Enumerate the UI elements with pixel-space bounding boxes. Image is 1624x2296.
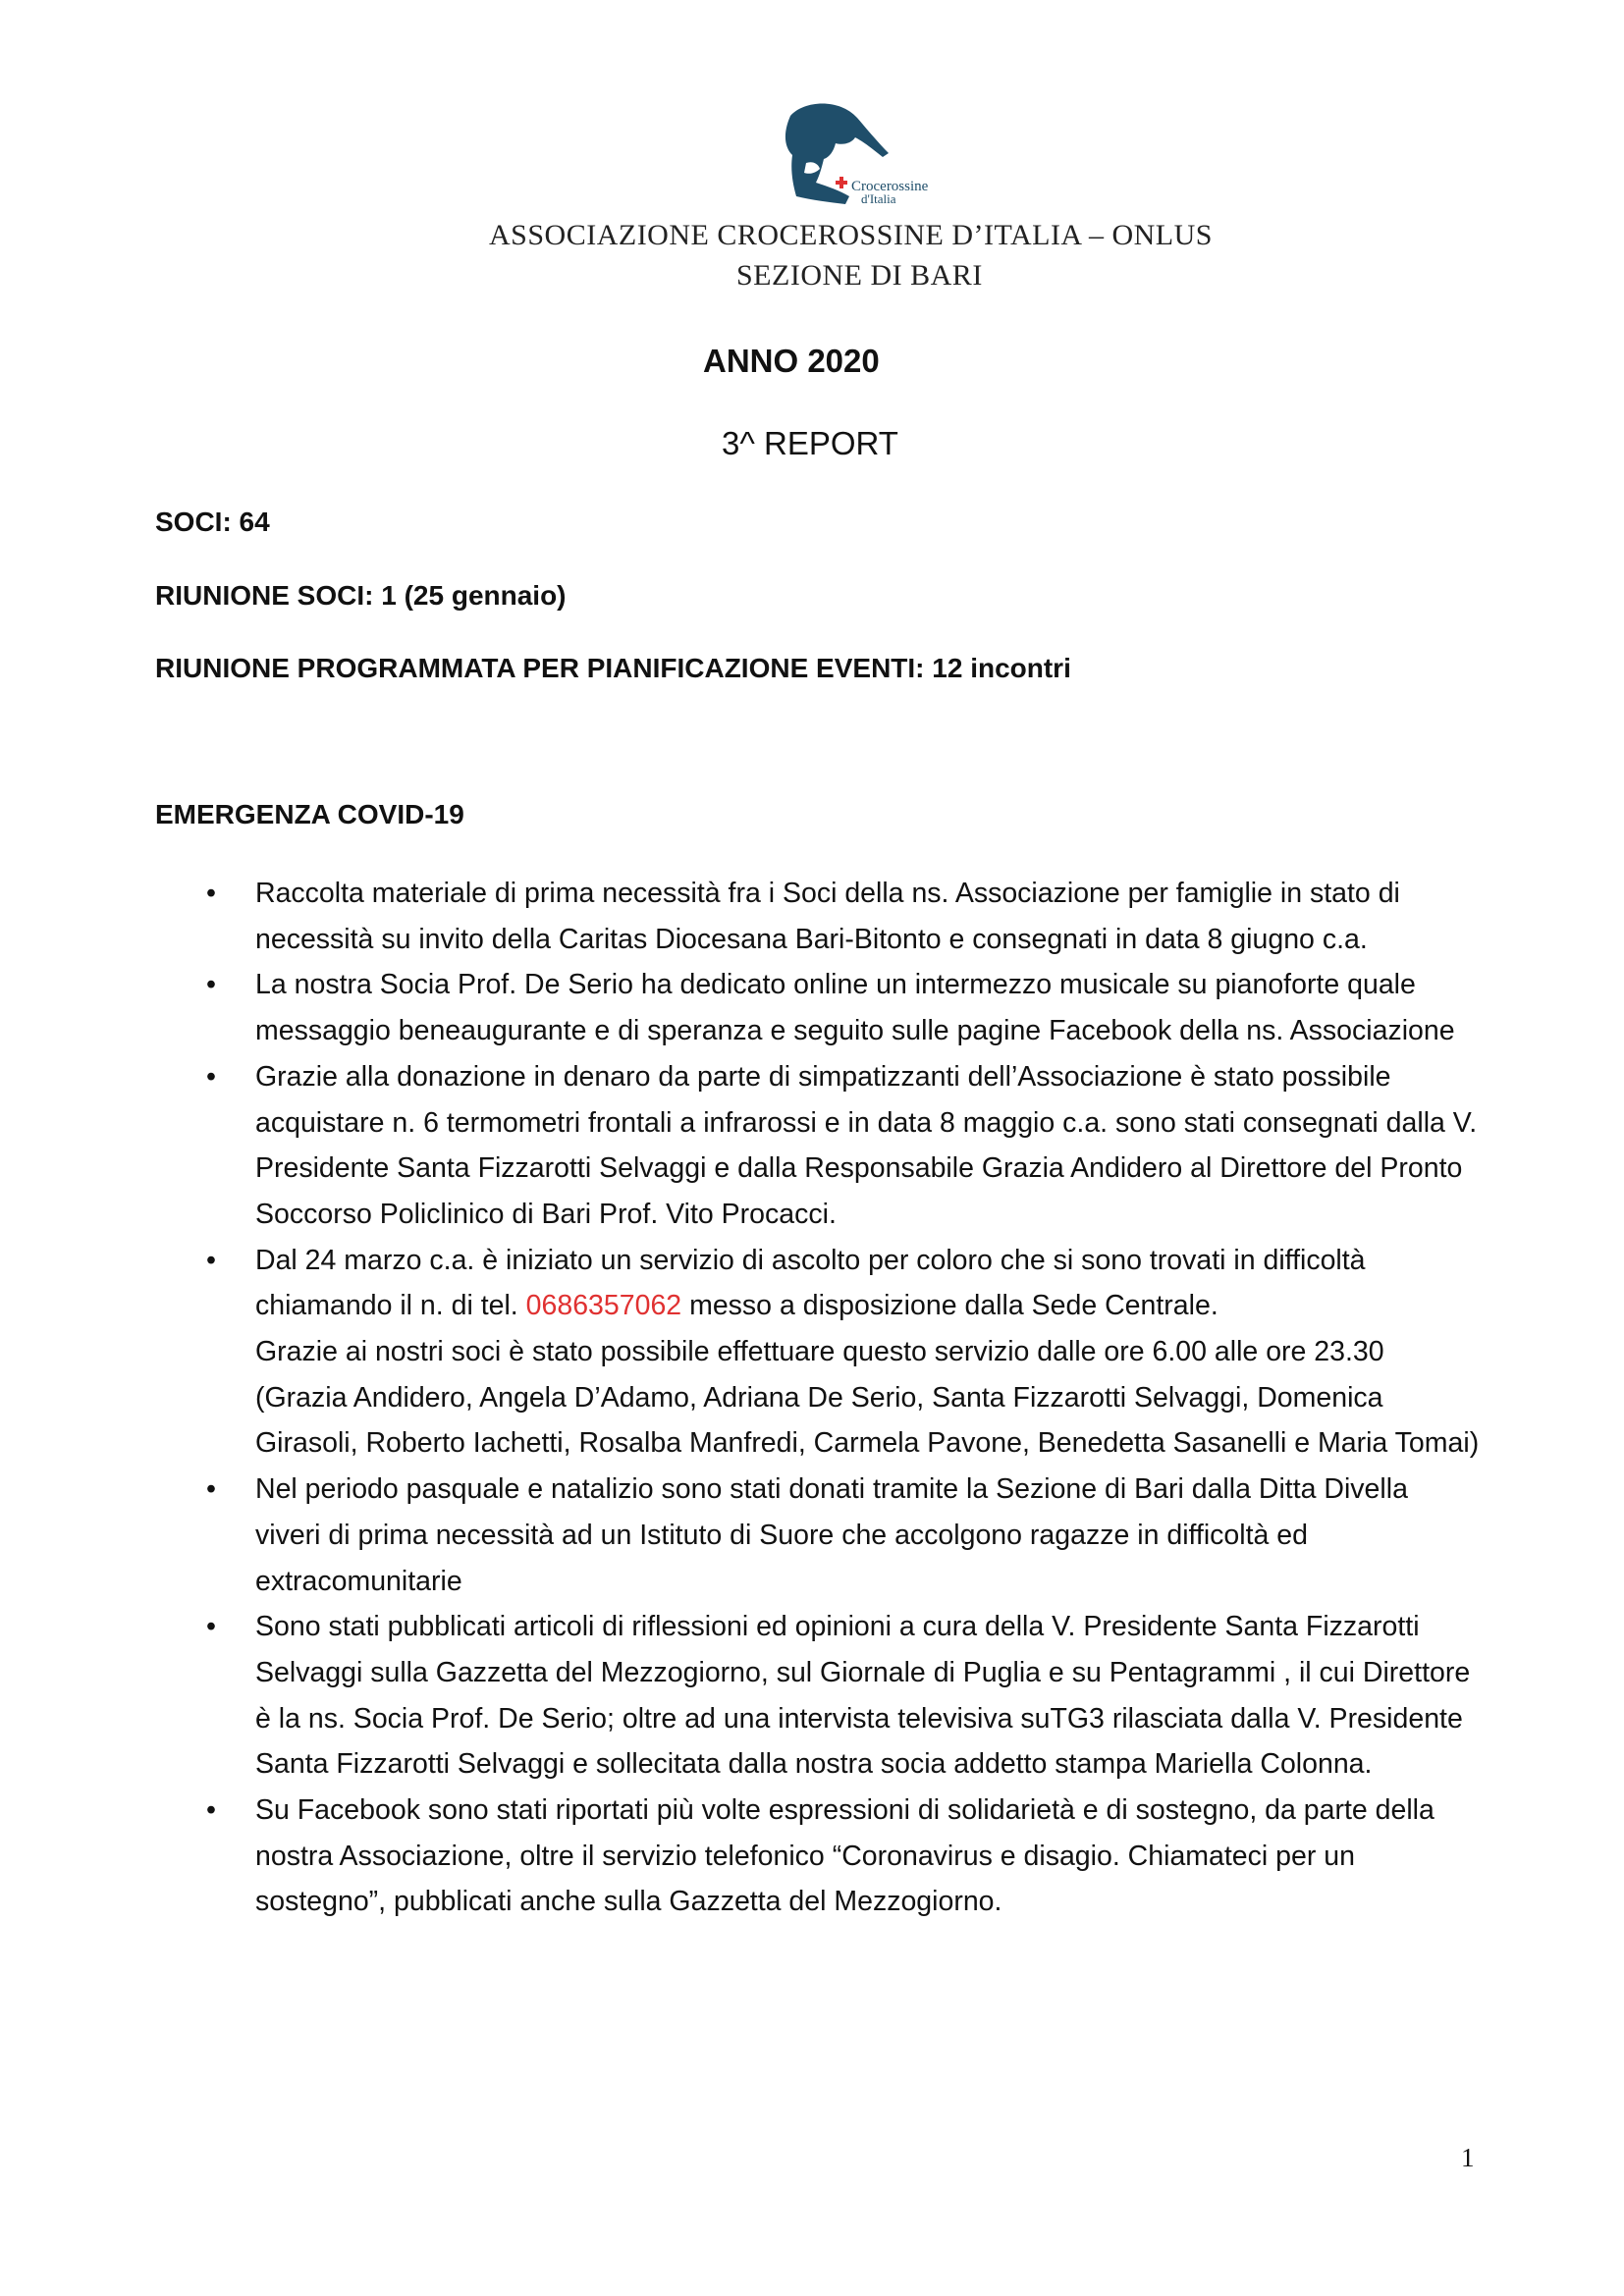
bullet-icon: • [206, 1611, 216, 1643]
list-item [155, 1467, 1481, 1604]
logo-text-line1: Crocerossine [851, 179, 929, 194]
list-item [155, 1604, 1481, 1788]
list-item-text: La nostra Socia Prof. De Serio ha dedicato online un intermezzo musicale su pianoforte quale messaggio beneaugurante e di speranza e seguito sulle pagine Facebook della ns. Associazione [255, 969, 1455, 1047]
list-item-text: messo a disposizione dalla Sede Centrale. [681, 1290, 1218, 1322]
logo-text-line2: d'Italia [861, 191, 896, 206]
bullet-icon: • [206, 1060, 216, 1093]
document-title: ANNO 2020 [703, 343, 880, 379]
list-item-text: Nel periodo pasquale e natalizio sono stati donati tramite la Sezione di Bari dalla Ditta Divella viveri di prima necessità ad un Istituto di Suore che accolgono ragazze in difficoltà ed extracomunitarie [255, 1473, 1408, 1597]
list-item [155, 1238, 1481, 1468]
list-item [155, 1054, 1481, 1238]
list-item-text: Dal 24 marzo c.a. è iniziato un servizio di ascolto per coloro che si sono trovati in difficoltà chiamando il n. di tel. [255, 1244, 1366, 1322]
section-name: SEZIONE DI BARI [736, 259, 983, 292]
list-item-continuation: Grazie ai nostri soci è stato possibile effettuare questo servizio dalle ore 6.00 alle ore 23.30 (Grazia Andidero, Angela D’Adamo, Adriana De Serio, Santa Fizzarotti Selvaggi, Domenica Girasoli, Roberto Iachetti, Rosalba Manfredi, Carmela Pavone, Benedetta Sasanelli e Maria Tomai) [255, 1336, 1480, 1460]
list-item-text: Grazie alla donazione in denaro da parte di simpatizzanti dell’Associazione è stato possibile acquistare n. 6 termometri frontali a infrarossi e in data 8 maggio c.a. sono stati consegnati dalla V. Presidente Santa Fizzarotti Selvaggi e dalla Responsabile Grazia Andidero al Direttore del Pronto Soccorso Policlinico di Bari Prof. Vito Procacci. [255, 1060, 1478, 1230]
bullet-icon: • [206, 1794, 216, 1827]
soci-count: SOCI: 64 [155, 507, 270, 537]
phone-number[interactable]: 0686357062 [525, 1290, 682, 1322]
report-number: 3^ REPORT [722, 425, 898, 461]
section-heading: EMERGENZA COVID-19 [155, 799, 464, 829]
list-item [155, 871, 1481, 962]
activity-list [155, 871, 1481, 1925]
list-item-text: Raccolta materiale di prima necessità fra i Soci della ns. Associazione per famiglie in stato di necessità su invito della Caritas Diocesana Bari-Bitonto e consegnati in data 8 giugno c.a. [255, 878, 1400, 955]
riunione-soci: RIUNIONE SOCI: 1 (25 gennaio) [155, 580, 567, 611]
riunione-programmata: RIUNIONE PROGRAMMATA PER PIANIFICAZIONE EVENTI: 12 incontri [155, 653, 1071, 683]
crocerossine-logo [771, 98, 967, 216]
list-item-text: Sono stati pubblicati articoli di riflessioni ed opinioni a cura della V. Presidente Santa Fizzarotti Selvaggi sulla Gazzetta del Mezzogiorno, sul Giornale di Puglia e su Pentagrammi , il cui Direttore è la ns. Socia Prof. De Serio; oltre ad una intervista televisiva suTG3 rilasciata dalla V. Presidente Santa Fizzarotti Selvaggi e sollecitata dalla nostra socia addetto stampa Mariella Colonna. [255, 1611, 1471, 1781]
list-item [155, 1788, 1481, 1925]
page-number: 1 [1461, 2143, 1475, 2172]
bullet-icon: • [206, 1244, 216, 1276]
bullet-icon: • [206, 1473, 216, 1506]
list-item-text: Su Facebook sono stati riportati più volte espressioni di solidarietà e di sostegno, da parte della nostra Associazione, oltre il servizio telefonico “Coronavirus e disagio. Chiamateci per un sostegno”, pubblicati anche sulla Gazzetta del Mezzogiorno. [255, 1794, 1435, 1918]
bullet-icon: • [206, 878, 216, 909]
association-name: ASSOCIAZIONE CROCEROSSINE D’ITALIA – ONLUS [489, 219, 1213, 251]
bullet-icon: • [206, 969, 216, 1001]
list-item [155, 962, 1481, 1053]
